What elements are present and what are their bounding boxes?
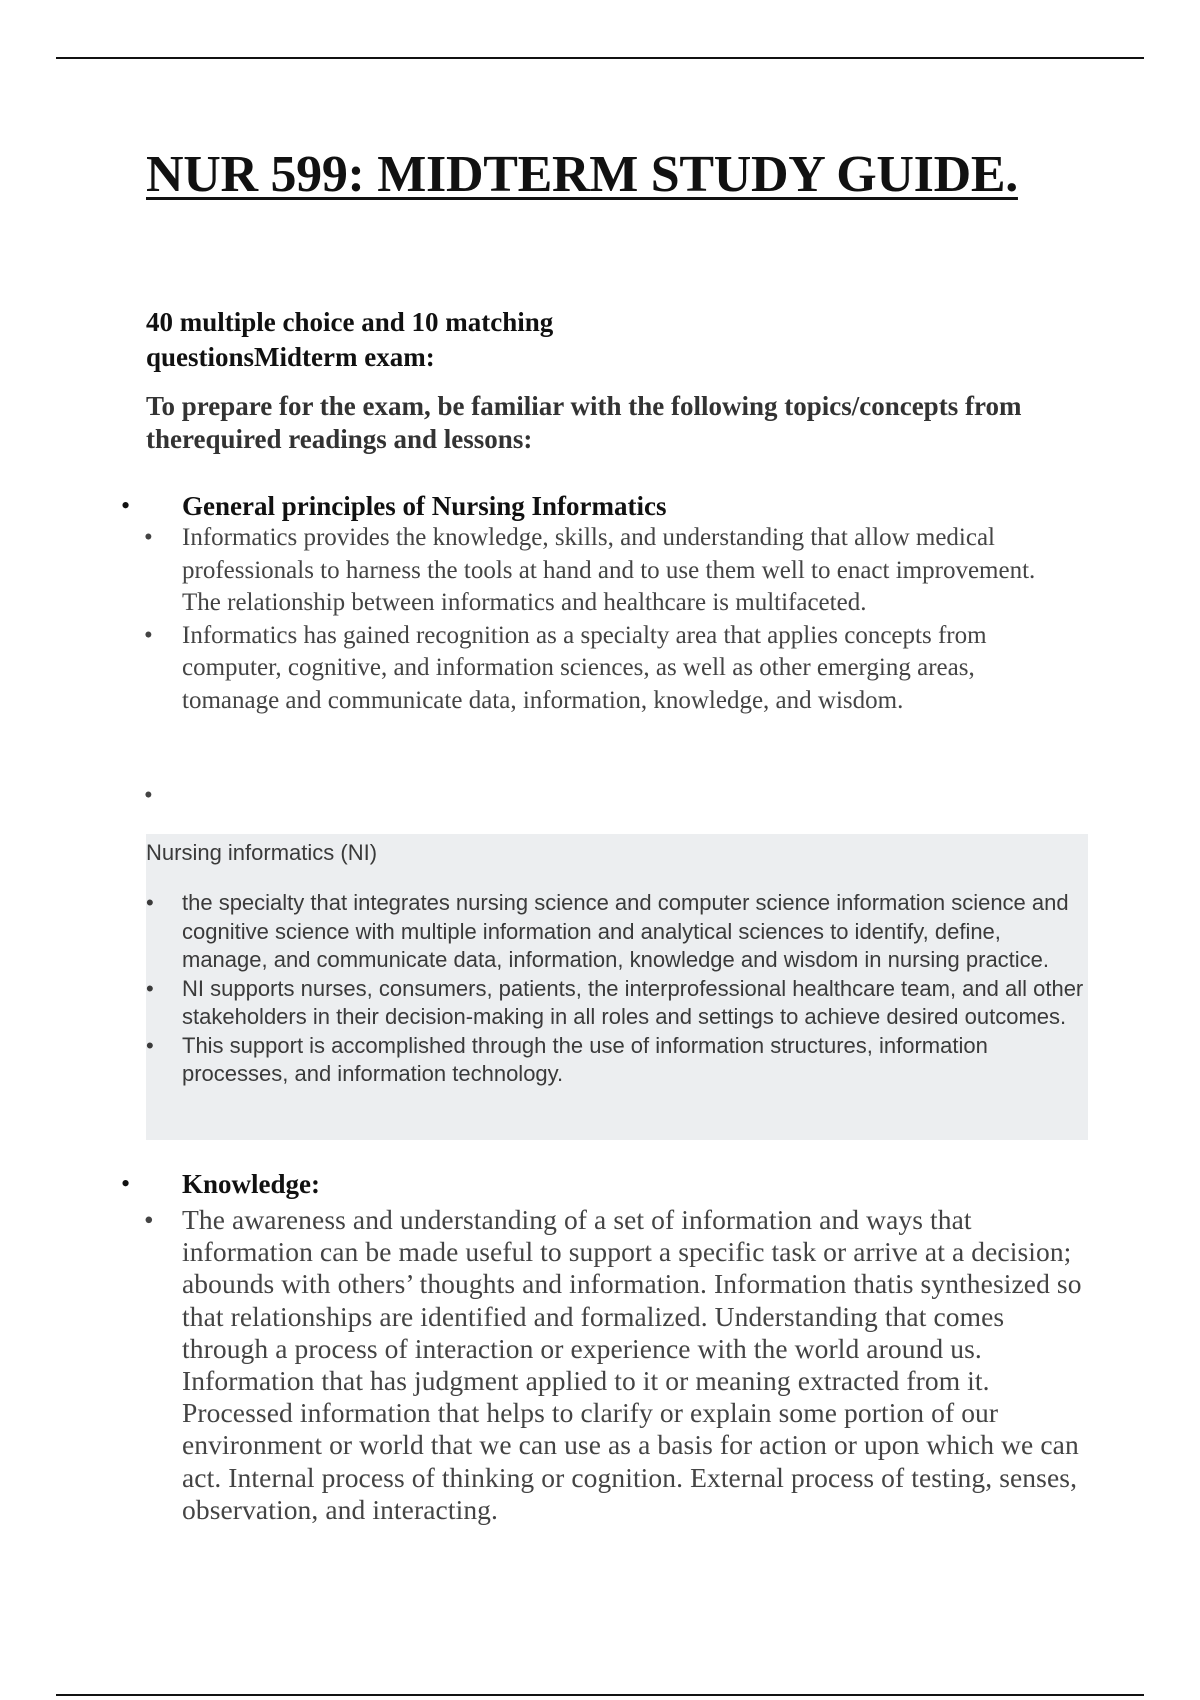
list-item xyxy=(0,620,1050,718)
section-heading: General principles of Nursing Informatics xyxy=(182,491,667,521)
list-item xyxy=(0,522,1050,620)
section-heading: Knowledge: xyxy=(182,1169,320,1199)
ni-box-title: Nursing informatics (NI) xyxy=(146,840,378,865)
list-item-text: Informatics has gained recognition as a specialty area that applies concepts from computer, cognitive, and information sciences, as well as other emerging areas, tomanage and communicate data, information, knowledge, and wisdom. xyxy=(182,621,987,714)
list-item-text: The awareness and understanding of a set of information and ways that information can be made useful to support a specific task or arrive at a decision; abounds with others’ thoughts and information. Information thatis synthesized so that relationships are identified and formalized. Understanding that comes through a process of interaction or experience with the world around us. Information that has judgment applied to it or meaning extracted from it. Processed information that helps to clarify or explain some portion of our environment or world that we can use as a basis for action or upon which we can act. Internal process of thinking or cognition. External process of testing, senses, observation, and interacting. xyxy=(182,1204,1082,1525)
list-item xyxy=(146,889,1088,975)
list-item xyxy=(146,1032,1088,1089)
bullet-list xyxy=(0,522,1050,717)
page-title: NUR 599: MIDTERM STUDY GUIDE. xyxy=(146,146,1018,203)
list-item-text: NI supports nurses, consumers, patients, the interprofessional healthcare team, and all other stakeholders in their decision-making in all roles and settings to achieve desired outcomes. xyxy=(182,975,1084,1029)
top-rule xyxy=(56,57,1144,59)
bullet-icon: • xyxy=(121,1169,131,1198)
list-item xyxy=(0,1204,1090,1526)
ni-bullet-list xyxy=(146,889,1088,1089)
empty-bullet-icon: • xyxy=(144,782,153,809)
list-item xyxy=(146,975,1088,1032)
bullet-list xyxy=(0,1204,1090,1526)
exam-format-text: 40 multiple choice and 10 matching questionsMidterm exam: xyxy=(146,307,554,372)
list-item-text: Informatics provides the knowledge, skills, and understanding that allow medical professionals to harness the tools at hand and to use them well to enact improvement. The relationship between informatics and healthcare is multifaceted. xyxy=(182,524,1036,616)
bullet-icon: • xyxy=(144,524,153,551)
bullet-icon: • xyxy=(146,890,154,915)
bullet-icon: • xyxy=(144,621,153,649)
bullet-icon: • xyxy=(146,975,154,1001)
nursing-informatics-box xyxy=(146,834,1088,1140)
bullet-icon: • xyxy=(121,491,131,520)
bottom-rule xyxy=(56,1694,1144,1696)
list-item-text: the specialty that integrates nursing science and computer science information science and cognitive science with multiple information and analytical sciences to identify, define, manage, and communicate data, information, knowledge and wisdom in nursing practice. xyxy=(182,890,1069,972)
bullet-icon: • xyxy=(146,1032,154,1058)
bullet-icon: • xyxy=(144,1204,154,1235)
preparation-text: To prepare for the exam, be familiar with the following topics/concepts from therequired readings and lessons: xyxy=(146,391,1022,454)
list-item-text: This support is accomplished through the use of information structures, information processes, and information technology. xyxy=(182,1032,988,1086)
